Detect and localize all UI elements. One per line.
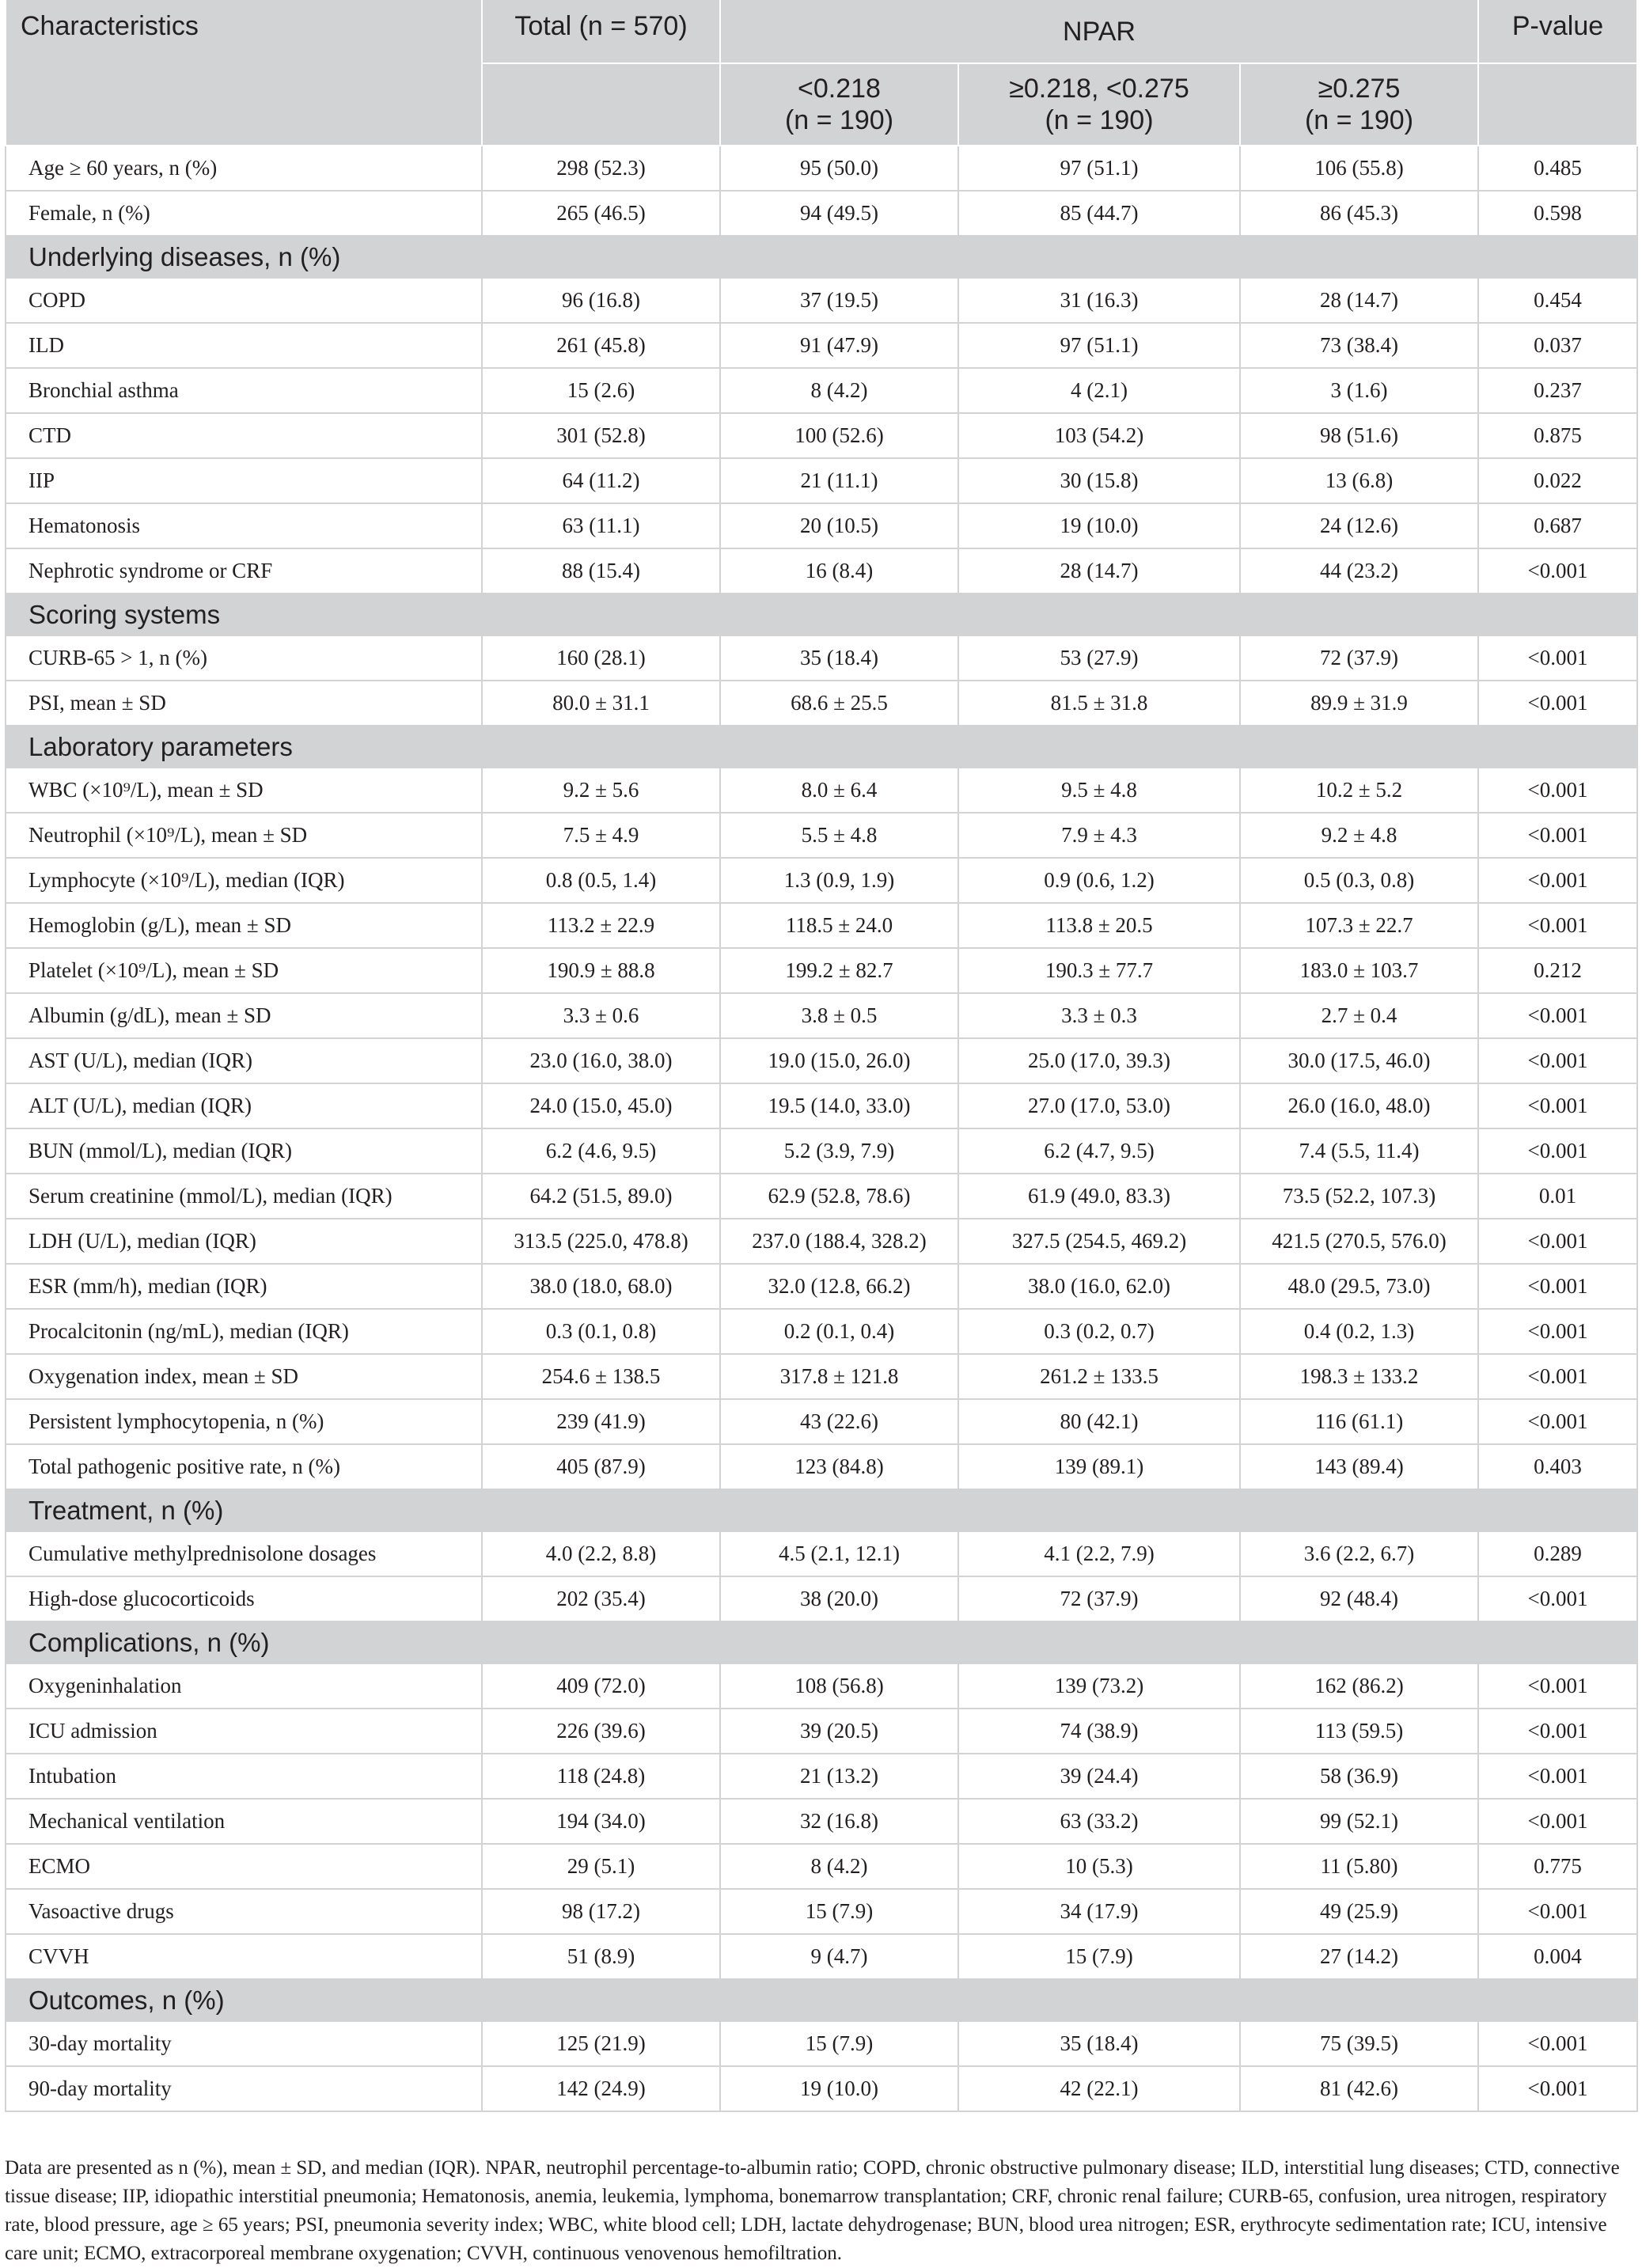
table-row [6,1709,1637,1754]
cell-pvalue: 0.01 [1478,1174,1637,1219]
row-label: Total pathogenic positive rate, n (%) [6,1444,482,1489]
row-label: Age ≥ 60 years, n (%) [6,146,482,191]
row-label: Oxygeninhalation [6,1663,482,1709]
cell-total: 51 (8.9) [482,1934,720,1979]
row-label: PSI, mean ± SD [6,681,482,726]
table-row [6,681,1637,726]
cell-npar-low: 20 (10.5) [720,503,958,548]
header-group2-n: (n = 190) [1045,105,1154,135]
section-label: Scoring systems [6,594,1637,635]
cell-pvalue: <0.001 [1478,2021,1637,2066]
cell-npar-mid: 25.0 (17.0, 39.3) [958,1038,1240,1083]
row-label: CURB-65 > 1, n (%) [6,635,482,681]
cell-npar-high: 143 (89.4) [1240,1444,1478,1489]
cell-pvalue: <0.001 [1478,548,1637,594]
cell-npar-high: 26.0 (16.0, 48.0) [1240,1083,1478,1128]
row-label: Female, n (%) [6,191,482,236]
cell-total: 409 (72.0) [482,1663,720,1709]
cell-npar-low: 37 (19.5) [720,278,958,323]
row-label: ECMO [6,1844,482,1889]
row-label: Hemoglobin (g/L), mean ± SD [6,903,482,948]
cell-pvalue: <0.001 [1478,1399,1637,1444]
cell-npar-low: 8 (4.2) [720,1844,958,1889]
cell-npar-mid: 97 (51.1) [958,323,1240,368]
section-label: Laboratory parameters [6,726,1637,768]
table-footnote: Data are presented as n (%), mean ± SD, and median (IQR). NPAR, neutrophil percentage-to-albumin ratio; COPD, chronic obstructive pulmonary disease; ILD, interstitial lung diseases; CTD, connective tissue disease; IIP, idiopathic interstitial pneumonia; Hematonosis, anemia, leukemia, lymphoma, bonemarrow transplantation; CRF, chronic renal failure; CURB-65, confusion, urea nitrogen, respiratory rate, blood pressure, age ≥ 65 years; PSI, pneumonia severity index; WBC, white blood cell; LDH, lactate dehydrogenase; BUN, blood urea nitrogen; ESR, erythrocyte sedimentation rate; ICU, intensive care unit; ECMO, extracorporeal membrane oxygenation; CVVH, continuous venovenous hemofiltration. [5,2157,1620,2264]
cell-npar-low: 3.8 ± 0.5 [720,993,958,1038]
cell-pvalue: <0.001 [1478,1038,1637,1083]
cell-pvalue: <0.001 [1478,1219,1637,1264]
cell-npar-low: 94 (49.5) [720,191,958,236]
cell-npar-mid: 85 (44.7) [958,191,1240,236]
table-row [6,1219,1637,1264]
cell-total: 190.9 ± 88.8 [482,948,720,993]
cell-pvalue: 0.289 [1478,1531,1637,1576]
table-row [6,1844,1637,1889]
cell-pvalue: <0.001 [1478,993,1637,1038]
section-label: Outcomes, n (%) [6,1979,1637,2021]
row-label: ALT (U/L), median (IQR) [6,1083,482,1128]
row-label: IIP [6,458,482,503]
table-row [6,1799,1637,1844]
row-label: BUN (mmol/L), median (IQR) [6,1128,482,1174]
cell-pvalue: <0.001 [1478,1663,1637,1709]
row-label: High-dose glucocorticoids [6,1576,482,1621]
table-row [6,368,1637,413]
row-label: ILD [6,323,482,368]
cell-npar-low: 21 (11.1) [720,458,958,503]
table-row [6,1038,1637,1083]
header-pvalue: P-value [1478,0,1637,63]
cell-npar-high: 99 (52.1) [1240,1799,1478,1844]
cell-npar-mid: 80 (42.1) [958,1399,1240,1444]
cell-npar-low: 123 (84.8) [720,1444,958,1489]
cell-total: 113.2 ± 22.9 [482,903,720,948]
cell-npar-mid: 7.9 ± 4.3 [958,813,1240,858]
row-label: Oxygenation index, mean ± SD [6,1354,482,1399]
cell-npar-mid: 19 (10.0) [958,503,1240,548]
cell-total: 6.2 (4.6, 9.5) [482,1128,720,1174]
cell-npar-low: 32.0 (12.8, 66.2) [720,1264,958,1309]
cell-npar-high: 75 (39.5) [1240,2021,1478,2066]
characteristics-table [5,0,1638,2112]
cell-npar-high: 49 (25.9) [1240,1889,1478,1934]
table-header [6,0,1637,146]
cell-total: 405 (87.9) [482,1444,720,1489]
cell-total: 64.2 (51.5, 89.0) [482,1174,720,1219]
cell-total: 118 (24.8) [482,1754,720,1799]
cell-npar-low: 4.5 (2.1, 12.1) [720,1531,958,1576]
cell-total: 254.6 ± 138.5 [482,1354,720,1399]
cell-npar-mid: 0.3 (0.2, 0.7) [958,1309,1240,1354]
cell-npar-low: 237.0 (188.4, 328.2) [720,1219,958,1264]
cell-npar-mid: 103 (54.2) [958,413,1240,458]
cell-npar-mid: 97 (51.1) [958,146,1240,191]
cell-total: 3.3 ± 0.6 [482,993,720,1038]
cell-npar-high: 73.5 (52.2, 107.3) [1240,1174,1478,1219]
table-row [6,1663,1637,1709]
cell-npar-low: 100 (52.6) [720,413,958,458]
cell-npar-low: 39 (20.5) [720,1709,958,1754]
header-group2-range: ≥0.218, <0.275 [1009,74,1189,104]
cell-npar-mid: 81.5 ± 31.8 [958,681,1240,726]
cell-pvalue: <0.001 [1478,2066,1637,2111]
table-row [6,1754,1637,1799]
table-row [6,993,1637,1038]
table-row [6,768,1637,813]
header-group3 [1240,63,1478,146]
table-row [6,146,1637,191]
cell-pvalue: <0.001 [1478,1309,1637,1354]
row-label: Serum creatinine (mmol/L), median (IQR) [6,1174,482,1219]
row-label: Bronchial asthma [6,368,482,413]
cell-npar-low: 35 (18.4) [720,635,958,681]
cell-npar-mid: 6.2 (4.7, 9.5) [958,1128,1240,1174]
cell-npar-mid: 113.8 ± 20.5 [958,903,1240,948]
cell-npar-mid: 9.5 ± 4.8 [958,768,1240,813]
cell-total: 24.0 (15.0, 45.0) [482,1083,720,1128]
cell-npar-high: 9.2 ± 4.8 [1240,813,1478,858]
cell-npar-mid: 4.1 (2.2, 7.9) [958,1531,1240,1576]
cell-npar-high: 89.9 ± 31.9 [1240,681,1478,726]
table-row [6,2021,1637,2066]
cell-npar-mid: 34 (17.9) [958,1889,1240,1934]
cell-pvalue: <0.001 [1478,1576,1637,1621]
cell-total: 265 (46.5) [482,191,720,236]
cell-total: 9.2 ± 5.6 [482,768,720,813]
table-row [6,503,1637,548]
cell-npar-high: 11 (5.80) [1240,1844,1478,1889]
row-label: CVVH [6,1934,482,1979]
cell-pvalue: <0.001 [1478,1083,1637,1128]
section-label: Treatment, n (%) [6,1489,1637,1531]
cell-npar-mid: 10 (5.3) [958,1844,1240,1889]
cell-npar-low: 68.6 ± 25.5 [720,681,958,726]
cell-npar-high: 3 (1.6) [1240,368,1478,413]
cell-npar-mid: 53 (27.9) [958,635,1240,681]
table-row [6,948,1637,993]
cell-total: 98 (17.2) [482,1889,720,1934]
table-row [6,1354,1637,1399]
cell-npar-low: 118.5 ± 24.0 [720,903,958,948]
cell-pvalue: <0.001 [1478,1128,1637,1174]
cell-npar-high: 0.4 (0.2, 1.3) [1240,1309,1478,1354]
cell-total: 15 (2.6) [482,368,720,413]
table-row [6,1576,1637,1621]
cell-pvalue: <0.001 [1478,858,1637,903]
table-body [6,146,1637,2111]
row-label: Persistent lymphocytopenia, n (%) [6,1399,482,1444]
row-label: Hematonosis [6,503,482,548]
cell-pvalue: <0.001 [1478,681,1637,726]
cell-total: 64 (11.2) [482,458,720,503]
cell-pvalue: 0.775 [1478,1844,1637,1889]
cell-pvalue: 0.212 [1478,948,1637,993]
cell-total: 96 (16.8) [482,278,720,323]
cell-total: 194 (34.0) [482,1799,720,1844]
cell-pvalue: <0.001 [1478,1889,1637,1934]
table-row [6,1174,1637,1219]
table-row [6,1309,1637,1354]
header-total-sub [482,63,720,146]
cell-total: 160 (28.1) [482,635,720,681]
row-label: ESR (mm/h), median (IQR) [6,1264,482,1309]
row-label: Vasoactive drugs [6,1889,482,1934]
cell-npar-high: 30.0 (17.5, 46.0) [1240,1038,1478,1083]
cell-npar-low: 19.5 (14.0, 33.0) [720,1083,958,1128]
header-pvalue-sub [1478,63,1637,146]
cell-npar-low: 1.3 (0.9, 1.9) [720,858,958,903]
header-group1 [720,63,958,146]
cell-npar-mid: 15 (7.9) [958,1934,1240,1979]
section-row [6,1489,1637,1531]
cell-pvalue: 0.004 [1478,1934,1637,1979]
row-label: LDH (U/L), median (IQR) [6,1219,482,1264]
cell-npar-high: 2.7 ± 0.4 [1240,993,1478,1038]
row-label: 30-day mortality [6,2021,482,2066]
cell-npar-low: 21 (13.2) [720,1754,958,1799]
table-row [6,1399,1637,1444]
row-label: WBC (×10⁹/L), mean ± SD [6,768,482,813]
row-label: 90-day mortality [6,2066,482,2111]
row-label: Lymphocyte (×10⁹/L), median (IQR) [6,858,482,903]
cell-npar-mid: 139 (89.1) [958,1444,1240,1489]
cell-total: 7.5 ± 4.9 [482,813,720,858]
cell-npar-low: 19 (10.0) [720,2066,958,2111]
section-row [6,236,1637,278]
section-label: Complications, n (%) [6,1621,1637,1663]
table-row [6,1889,1637,1934]
header-group3-range: ≥0.275 [1318,74,1401,104]
table-row [6,1083,1637,1128]
cell-total: 0.8 (0.5, 1.4) [482,858,720,903]
row-label: Procalcitonin (ng/mL), median (IQR) [6,1309,482,1354]
cell-npar-high: 98 (51.6) [1240,413,1478,458]
cell-npar-high: 3.6 (2.2, 6.7) [1240,1531,1478,1576]
row-label: Nephrotic syndrome or CRF [6,548,482,594]
table-row [6,1264,1637,1309]
cell-npar-mid: 30 (15.8) [958,458,1240,503]
cell-total: 63 (11.1) [482,503,720,548]
cell-npar-high: 24 (12.6) [1240,503,1478,548]
cell-total: 88 (15.4) [482,548,720,594]
header-total: Total (n = 570) [482,0,720,63]
row-label: COPD [6,278,482,323]
cell-pvalue: 0.875 [1478,413,1637,458]
cell-total: 142 (24.9) [482,2066,720,2111]
cell-pvalue: 0.485 [1478,146,1637,191]
cell-total: 23.0 (16.0, 38.0) [482,1038,720,1083]
table-row [6,323,1637,368]
table-row [6,278,1637,323]
header-group1-n: (n = 190) [784,105,894,135]
cell-pvalue: 0.022 [1478,458,1637,503]
cell-npar-low: 16 (8.4) [720,548,958,594]
row-label: ICU admission [6,1709,482,1754]
row-label: CTD [6,413,482,458]
cell-npar-high: 86 (45.3) [1240,191,1478,236]
table-row [6,458,1637,503]
header-group2 [958,63,1240,146]
table-row [6,191,1637,236]
cell-npar-low: 8 (4.2) [720,368,958,413]
cell-npar-mid: 261.2 ± 133.5 [958,1354,1240,1399]
table-row [6,903,1637,948]
cell-npar-high: 116 (61.1) [1240,1399,1478,1444]
cell-total: 80.0 ± 31.1 [482,681,720,726]
cell-pvalue: 0.598 [1478,191,1637,236]
cell-npar-high: 183.0 ± 103.7 [1240,948,1478,993]
table-row [6,1934,1637,1979]
row-label: Neutrophil (×10⁹/L), mean ± SD [6,813,482,858]
cell-npar-high: 28 (14.7) [1240,278,1478,323]
cell-npar-high: 421.5 (270.5, 576.0) [1240,1219,1478,1264]
cell-pvalue: <0.001 [1478,1799,1637,1844]
row-label: Mechanical ventilation [6,1799,482,1844]
cell-total: 301 (52.8) [482,413,720,458]
cell-npar-mid: 42 (22.1) [958,2066,1240,2111]
cell-npar-low: 199.2 ± 82.7 [720,948,958,993]
cell-npar-low: 62.9 (52.8, 78.6) [720,1174,958,1219]
cell-pvalue: <0.001 [1478,1754,1637,1799]
cell-npar-low: 9 (4.7) [720,1934,958,1979]
table-row [6,858,1637,903]
cell-npar-low: 32 (16.8) [720,1799,958,1844]
cell-npar-high: 44 (23.2) [1240,548,1478,594]
row-label: Cumulative methylprednisolone dosages [6,1531,482,1576]
cell-npar-low: 15 (7.9) [720,1889,958,1934]
cell-total: 313.5 (225.0, 478.8) [482,1219,720,1264]
table-row [6,1531,1637,1576]
cell-npar-high: 198.3 ± 133.2 [1240,1354,1478,1399]
section-row [6,726,1637,768]
header-npar: NPAR [720,0,1478,63]
cell-npar-mid: 327.5 (254.5, 469.2) [958,1219,1240,1264]
cell-total: 202 (35.4) [482,1576,720,1621]
cell-pvalue: 0.037 [1478,323,1637,368]
row-label: Albumin (g/dL), mean ± SD [6,993,482,1038]
cell-npar-high: 48.0 (29.5, 73.0) [1240,1264,1478,1309]
cell-npar-low: 95 (50.0) [720,146,958,191]
cell-npar-low: 43 (22.6) [720,1399,958,1444]
section-row [6,1979,1637,2021]
cell-npar-high: 92 (48.4) [1240,1576,1478,1621]
row-label: Platelet (×10⁹/L), mean ± SD [6,948,482,993]
cell-total: 298 (52.3) [482,146,720,191]
cell-pvalue: 0.687 [1478,503,1637,548]
cell-npar-mid: 74 (38.9) [958,1709,1240,1754]
cell-total: 29 (5.1) [482,1844,720,1889]
cell-npar-high: 7.4 (5.5, 11.4) [1240,1128,1478,1174]
cell-pvalue: 0.454 [1478,278,1637,323]
cell-pvalue: <0.001 [1478,1264,1637,1309]
cell-npar-low: 19.0 (15.0, 26.0) [720,1038,958,1083]
cell-npar-high: 81 (42.6) [1240,2066,1478,2111]
cell-total: 226 (39.6) [482,1709,720,1754]
section-row [6,1621,1637,1663]
cell-npar-high: 162 (86.2) [1240,1663,1478,1709]
cell-npar-low: 15 (7.9) [720,2021,958,2066]
cell-total: 38.0 (18.0, 68.0) [482,1264,720,1309]
cell-npar-high: 73 (38.4) [1240,323,1478,368]
cell-npar-low: 108 (56.8) [720,1663,958,1709]
cell-npar-low: 5.5 ± 4.8 [720,813,958,858]
cell-npar-high: 106 (55.8) [1240,146,1478,191]
cell-npar-mid: 139 (73.2) [958,1663,1240,1709]
header-group1-range: <0.218 [798,74,881,104]
cell-total: 239 (41.9) [482,1399,720,1444]
cell-npar-low: 91 (47.9) [720,323,958,368]
row-label: AST (U/L), median (IQR) [6,1038,482,1083]
cell-npar-high: 13 (6.8) [1240,458,1478,503]
cell-npar-low: 317.8 ± 121.8 [720,1354,958,1399]
cell-total: 4.0 (2.2, 8.8) [482,1531,720,1576]
cell-pvalue: <0.001 [1478,768,1637,813]
cell-npar-low: 0.2 (0.1, 0.4) [720,1309,958,1354]
cell-pvalue: <0.001 [1478,903,1637,948]
table-row [6,635,1637,681]
cell-npar-mid: 63 (33.2) [958,1799,1240,1844]
cell-npar-mid: 3.3 ± 0.3 [958,993,1240,1038]
cell-npar-mid: 31 (16.3) [958,278,1240,323]
cell-pvalue: 0.237 [1478,368,1637,413]
cell-pvalue: <0.001 [1478,813,1637,858]
cell-npar-mid: 38.0 (16.0, 62.0) [958,1264,1240,1309]
cell-npar-mid: 28 (14.7) [958,548,1240,594]
cell-npar-high: 10.2 ± 5.2 [1240,768,1478,813]
cell-pvalue: <0.001 [1478,1354,1637,1399]
cell-npar-mid: 27.0 (17.0, 53.0) [958,1083,1240,1128]
cell-npar-high: 58 (36.9) [1240,1754,1478,1799]
cell-pvalue: <0.001 [1478,1709,1637,1754]
cell-total: 261 (45.8) [482,323,720,368]
cell-npar-low: 8.0 ± 6.4 [720,768,958,813]
section-label: Underlying diseases, n (%) [6,236,1637,278]
header-characteristics: Characteristics [6,0,482,146]
row-label: Intubation [6,1754,482,1799]
table-row [6,413,1637,458]
table-row [6,548,1637,594]
cell-npar-mid: 72 (37.9) [958,1576,1240,1621]
cell-total: 125 (21.9) [482,2021,720,2066]
cell-npar-mid: 35 (18.4) [958,2021,1240,2066]
table-row [6,1444,1637,1489]
cell-npar-low: 5.2 (3.9, 7.9) [720,1128,958,1174]
section-row [6,594,1637,635]
cell-npar-high: 0.5 (0.3, 0.8) [1240,858,1478,903]
cell-npar-mid: 0.9 (0.6, 1.2) [958,858,1240,903]
header-group3-n: (n = 190) [1304,105,1414,135]
cell-pvalue: 0.403 [1478,1444,1637,1489]
cell-npar-high: 27 (14.2) [1240,1934,1478,1979]
cell-npar-high: 72 (37.9) [1240,635,1478,681]
table-row [6,813,1637,858]
cell-npar-mid: 39 (24.4) [958,1754,1240,1799]
cell-npar-mid: 61.9 (49.0, 83.3) [958,1174,1240,1219]
cell-npar-mid: 190.3 ± 77.7 [958,948,1240,993]
cell-pvalue: <0.001 [1478,635,1637,681]
cell-total: 0.3 (0.1, 0.8) [482,1309,720,1354]
cell-npar-low: 38 (20.0) [720,1576,958,1621]
table-row [6,1128,1637,1174]
cell-npar-mid: 4 (2.1) [958,368,1240,413]
cell-npar-high: 107.3 ± 22.7 [1240,903,1478,948]
cell-npar-high: 113 (59.5) [1240,1709,1478,1754]
table-row [6,2066,1637,2111]
